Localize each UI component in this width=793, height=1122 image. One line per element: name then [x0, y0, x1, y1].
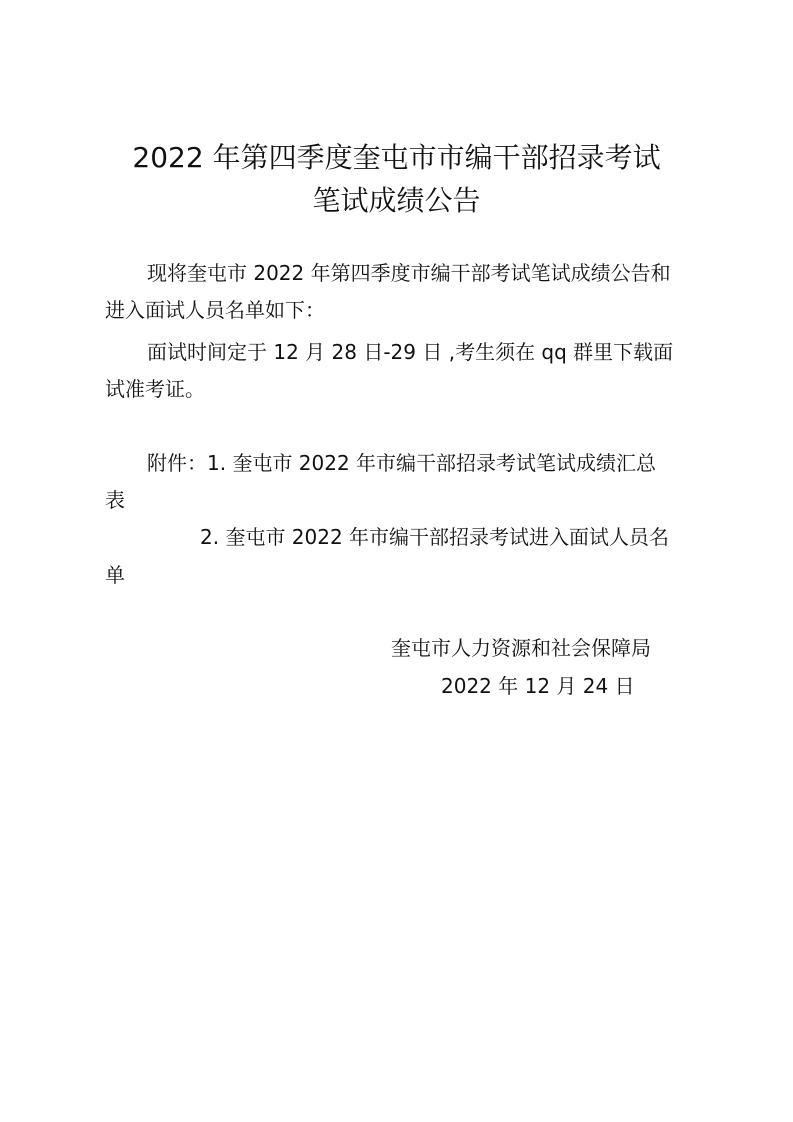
attachment-1-line-2: 表: [105, 488, 125, 512]
paragraph-2-line-2: 试准考证。: [105, 377, 205, 401]
attachment-2-line-1: 2. 奎屯市 2022 年市编干部招录考试进入面试人员名: [200, 525, 670, 549]
issuer-signature: 奎屯市人力资源和社会保障局: [391, 636, 651, 660]
document-title-line-2: 笔试成绩公告: [312, 184, 481, 217]
attachment-1-line-1: 附件：1. 奎屯市 2022 年市编干部招录考试笔试成绩汇总: [147, 451, 657, 475]
issue-date: 2022 年 12 月 24 日: [441, 674, 635, 698]
paragraph-1-line-1: 现将奎屯市 2022 年第四季度市编干部考试笔试成绩公告和: [147, 261, 671, 285]
attachment-2-line-2: 单: [105, 563, 125, 587]
paragraph-2-line-1: 面试时间定于 12 月 28 日-29 日 ,考生须在 qq 群里下载面: [147, 340, 674, 364]
paragraph-1-line-2: 进入面试人员名单如下：: [105, 298, 325, 322]
document-title-line-1: 2022 年第四季度奎屯市市编干部招录考试: [132, 141, 661, 174]
